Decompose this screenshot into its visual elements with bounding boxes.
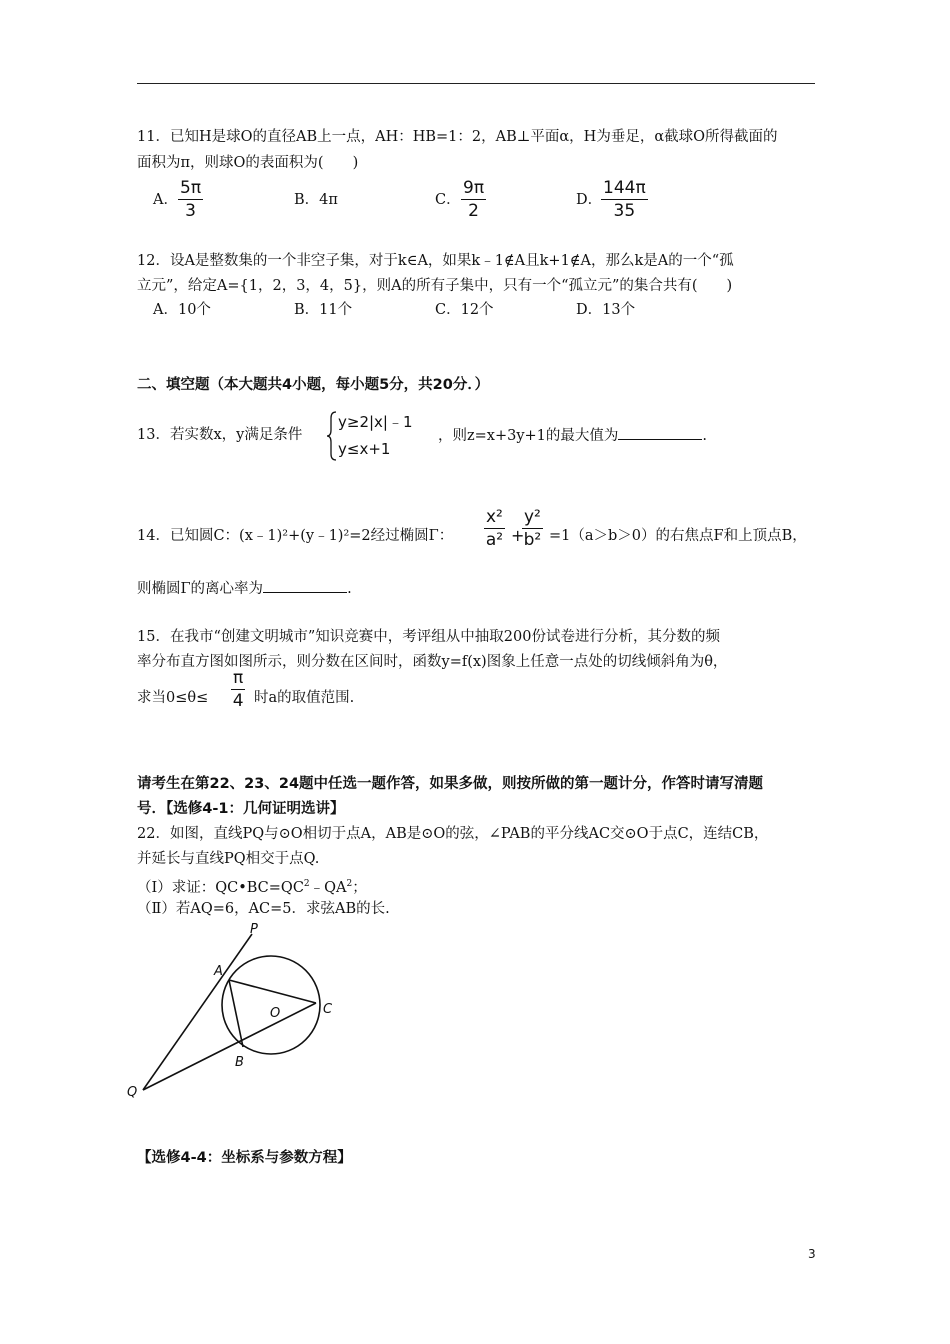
q12-option-b: B．11个 [294, 302, 353, 318]
q15-line3-suffix: 时a的取值范围. [254, 690, 355, 706]
q22-part1 [137, 874, 367, 898]
q15-line3-prefix: 求当0≤θ≤ [137, 690, 209, 706]
q13-prefix: 13．若实数x，y满足条件 [137, 427, 303, 443]
q14-fraction-y-num: y² [524, 507, 541, 527]
q15-fraction-num: π [233, 668, 244, 688]
q11-option-d-fraction [601, 178, 648, 221]
chord-ac [229, 980, 316, 1003]
label-p: P [250, 922, 258, 937]
q13-condition-1: y≥2|x|﹣1 [338, 413, 413, 431]
q14-fraction-x-den: a² [485, 530, 504, 550]
q11-option-c-fraction [461, 178, 486, 221]
q14-fraction-y [522, 507, 543, 550]
q14-fraction-y-den: b² [523, 530, 542, 550]
q12-option-a: A．10个 [153, 302, 211, 318]
q14-prefix: 14．已知圆C：(x﹣1)²+(y﹣1)²=2经过椭圆Γ： [137, 528, 454, 544]
q13-suffix: ，则z=x+3y+1的最大值为 [438, 428, 619, 444]
q12-option-c: C．12个 [435, 302, 494, 318]
q22-part1-sup-a: 2 [303, 879, 310, 889]
line-qc [143, 1003, 316, 1090]
q11-option-d-den: 35 [613, 201, 636, 221]
q22-part1-mid: ﹣QA [309, 879, 347, 896]
q14-fraction-x [484, 507, 505, 550]
q13-condition-2: y≤x+1 [338, 440, 391, 458]
elective-line1: 请考生在第22、23、24题中任选一题作答，如果多做，则按所做的第一题计分，作答时请写清题 [137, 776, 764, 792]
q22-part1-end: ； [352, 879, 367, 896]
q11-line2: 面积为π，则球O的表面积为( ) [137, 155, 359, 171]
label-a: A [214, 964, 223, 979]
label-c: C [323, 1002, 333, 1017]
circle-o [222, 956, 320, 1054]
q14-end: . [347, 581, 352, 597]
header-rule [137, 83, 815, 84]
q13-condition-system [338, 410, 438, 462]
page-number: 3 [808, 1247, 816, 1261]
q15-fraction-den: 4 [232, 691, 244, 711]
label-o: O [270, 1006, 281, 1021]
q11-option-b: B．4π [294, 192, 338, 208]
section2-heading: 二、填空题（本大题共4小题，每小题5分，共20分．） [137, 377, 490, 393]
q11-option-a-fraction [178, 178, 203, 221]
q12-line1: 12．设A是整数集的一个非空子集，对于k∈A，如果k﹣1∉A且k+1∉A，那么k是A的一个“孤 [137, 253, 734, 269]
q14-rest: =1（a＞b＞0）的右焦点F和上顶点B， [549, 528, 807, 544]
q11-line1: 11．已知H是球O的直径AB上一点，AH：HB=1：2，AB⊥平面α，H为垂足，α截球O所得截面的 [137, 129, 778, 145]
q13-end: . [702, 428, 708, 444]
q22-part2: （Ⅱ）若AQ=6，AC=5．求弦AB的长. [137, 901, 390, 917]
q22-line2: 并延长与直线PQ相交于点Q. [137, 851, 320, 867]
q11-option-a-letter: A． [153, 192, 178, 208]
q22-geometry-figure [125, 918, 355, 1098]
q13-answer-blank [618, 425, 702, 440]
q11-option-a-den: 3 [185, 201, 196, 221]
q14-answer-blank [263, 578, 347, 593]
elective-line2: 号．【选修4-1：几何证明选讲】 [137, 801, 345, 817]
q15-line1: 15．在我市“创建文明城市”知识竞赛中，考评组从中抽取200份试卷进行分析，其分数的频 [137, 629, 720, 645]
q12-option-d: D．13个 [576, 302, 636, 318]
q22-line1: 22．如图，直线PQ与⊙O相切于点A，AB是⊙O的弦，∠PAB的平分线AC交⊙O于点C，连结CB， [137, 826, 769, 842]
q14-fraction-x-num: x² [486, 507, 503, 527]
q13-brace-icon [326, 410, 338, 462]
q14-line2: 则椭圆Γ的离心率为 [137, 581, 264, 597]
q11-option-c-num: 9π [463, 178, 485, 198]
q11-option-c-den: 2 [468, 201, 479, 221]
q11-option-d-num: 144π [603, 178, 646, 198]
q15-fraction [231, 668, 245, 711]
q14-line2-wrap [137, 578, 352, 599]
chord-ab [229, 980, 243, 1047]
elective44-heading: 【选修4-4：坐标系与参数方程】 [137, 1150, 352, 1166]
label-b: B [235, 1055, 244, 1070]
q12-line2: 立元”，给定A={1，2，3，4，5}，则A的所有子集中，只有一个“孤立元”的集合共有( ) [137, 278, 733, 294]
q14-plus: + [511, 526, 525, 545]
q11-option-d-letter: D． [576, 192, 603, 208]
q15-line2: 率分布直方图如图所示，则分数在区间时，函数y=f(x)图象上任意一点处的切线倾斜角为θ， [137, 654, 728, 670]
q22-part1-sup-b: 2 [346, 879, 353, 889]
q22-part1-prefix: （Ⅰ）求证：QC•BC=QC [137, 879, 304, 896]
q11-option-c-letter: C． [435, 192, 461, 208]
label-q: Q [127, 1085, 138, 1098]
q11-option-a-num: 5π [180, 178, 202, 198]
q13-suffix-line [438, 425, 707, 446]
